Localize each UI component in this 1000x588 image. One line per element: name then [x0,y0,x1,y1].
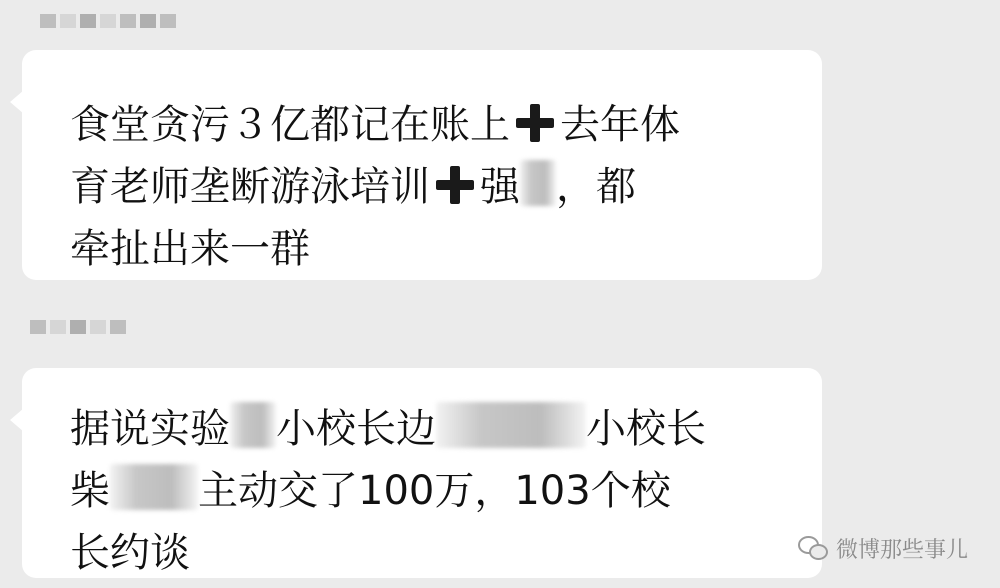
message-bubble[interactable] [22,50,822,280]
redaction-blur [230,402,276,448]
message-text: 牵扯出来一群 [70,226,310,272]
message-line [70,94,792,156]
message-text: 据说实验 [70,406,230,452]
wechat-icon [798,536,828,562]
redaction-blur [520,160,556,206]
heavy-plus-icon [516,104,554,142]
watermark-text: 微博那些事儿 [835,538,968,563]
message-line [70,156,792,218]
message-text: 育老师垄断游泳培训 [70,164,430,210]
message-text: 小校长 [586,406,706,452]
message-bubble[interactable] [22,368,822,578]
redaction-blur [110,464,198,510]
message-text: ，都 [556,164,636,210]
message-text: 主动交了100万，103个校 [198,468,671,514]
sender-name-blurred [40,14,176,28]
message-text: 柴 [70,468,110,514]
message-text: 小校长边 [276,406,436,452]
message-text: 强 [480,164,520,210]
message-line [70,218,792,280]
watermark [798,533,968,564]
message-text: 长约谈 [70,530,190,576]
message-line [70,522,792,584]
heavy-plus-icon [436,166,474,204]
message-text: 去年体 [560,102,680,148]
redaction-blur [436,402,586,448]
message-line [70,398,792,460]
message-line [70,460,792,522]
message-text: 食堂贪污３亿都记在账上 [70,102,510,148]
sender-name-blurred [30,320,126,334]
